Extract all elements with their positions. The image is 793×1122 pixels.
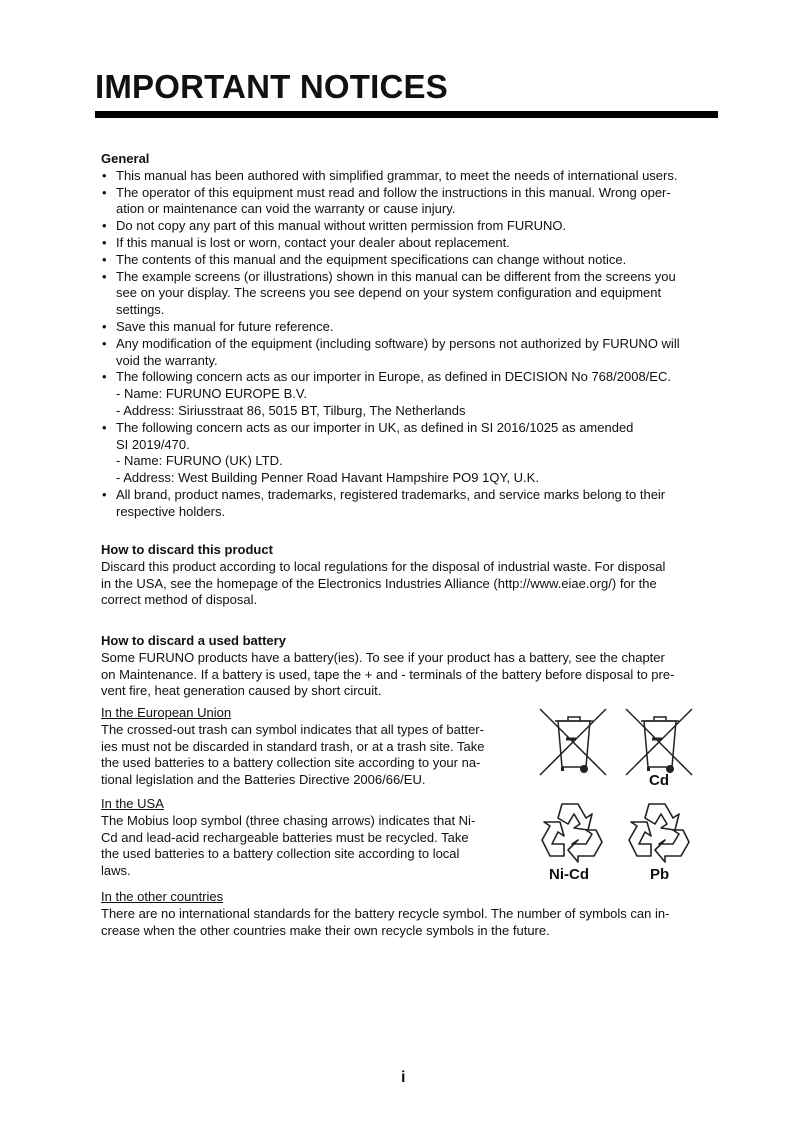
text-line: There are no international standards for the battery recycle symbol. The number of symbols can in- [101,905,670,921]
recycle-pb-icon [625,800,693,864]
list-item [101,235,680,252]
bullet-line: - Address: Siriusstraat 86, 5015 BT, Tilburg, The Netherlands [116,402,466,418]
page-title: IMPORTANT NOTICES [95,68,448,105]
bullet-line: • The following concern acts as our importer in Europe, as defined in DECISION No 768/2008/EC. [101,369,680,386]
list-item [101,336,680,370]
list-item [101,369,680,419]
other-countries-section [101,889,669,939]
general-section [101,151,680,521]
section-heading: How to discard a used battery [101,633,286,648]
eu-section [101,705,484,789]
text-line: vent fire, heat generation caused by short circuit. [101,683,382,699]
text-line: in the USA, see the homepage of the Electronics Industries Alliance (http://www.eiae.org/) for the [101,575,657,591]
text-line: tional legislation and the Batteries Directive 2006/66/EU. [101,772,426,788]
text-line: laws. [101,863,131,879]
bullet-line: ation or maintenance can void the warranty or cause injury. [116,201,456,217]
bullet-line: - Address: West Building Penner Road Havant Hampshire PO9 1QY, U.K. [116,470,539,486]
text-line: correct method of disposal. [101,592,258,608]
text-line: Cd and lead-acid rechargeable batteries must be recycled. Take [101,829,469,845]
bullet-line: • If this manual is lost or worn, contact your dealer about replacement. [101,235,680,252]
discard-battery-section [101,633,674,700]
section-heading: General [101,151,150,166]
text-line: The crossed-out trash can symbol indicates that all types of batter- [101,721,484,737]
list-item [101,185,680,219]
nicd-label: Ni-Cd [549,866,589,883]
list-item [101,252,680,269]
crossed-trash-can-icon [538,707,608,777]
bullet-list [101,168,680,521]
bullet-line: • The contents of this manual and the equipment specifications can change without notice. [101,252,680,269]
bullet-line: • The following concern acts as our importer in UK, as defined in SI 2016/1025 as amended [101,420,680,437]
bullet-line: SI 2019/470. [116,436,190,452]
crossed-trash-can-cd-icon [624,707,694,777]
bullet-line: • Any modification of the equipment (including software) by persons not authorized by FURUNO will [101,336,680,353]
bullet-line: • Do not copy any part of this manual without written permission from FURUNO. [101,218,680,235]
list-item [101,269,680,319]
section-heading: How to discard this product [101,542,273,557]
list-item [101,420,680,487]
bullet-line: • This manual has been authored with simplified grammar, to meet the needs of international users. [101,168,680,185]
page-number: i [401,1069,406,1086]
bullet-line: - Name: FURUNO EUROPE B.V. [116,386,307,402]
list-item [101,218,680,235]
bullet-line: - Name: FURUNO (UK) LTD. [116,453,283,469]
text-line: the used batteries to a battery collection site according to your na- [101,755,481,771]
bullet-line: respective holders. [116,503,226,519]
list-item [101,487,680,521]
bullet-line: settings. [116,302,165,318]
section-heading: In the European Union [101,705,232,720]
recycle-nicd-icon [538,800,606,864]
bullet-line: • The operator of this equipment must read and follow the instructions in this manual. Wrong oper- [101,185,680,202]
pb-label: Pb [650,866,670,883]
cd-label: Cd [649,772,669,789]
bullet-line: see on your display. The screens you see depend on your system configuration and equipment [116,285,662,301]
section-heading: In the USA [101,796,164,811]
text-line: The Mobius loop symbol (three chasing arrows) indicates that Ni- [101,812,476,828]
bullet-line: • All brand, product names, trademarks, registered trademarks, and service marks belong to their [101,487,680,504]
list-item [101,319,680,336]
usa-section [101,796,475,880]
bullet-line: • Save this manual for future reference. [101,319,680,336]
text-line: Some FURUNO products have a battery(ies). To see if your product has a battery, see the chapter [101,649,665,665]
text-line: the used batteries to a battery collection site according to local [101,846,460,862]
bullet-line: • The example screens (or illustrations) shown in this manual can be different from the screens you [101,269,680,286]
title-rule [95,111,718,118]
bullet-line: void the warranty. [116,352,218,368]
text-line: on Maintenance. If a battery is used, tape the + and - terminals of the battery before disposal to pre- [101,666,675,682]
text-line: crease when the other countries make their own recycle symbols in the future. [101,922,550,938]
discard-product-section [101,542,665,609]
text-line: Discard this product according to local regulations for the disposal of industrial waste. For disposal [101,558,666,574]
section-heading: In the other countries [101,889,224,904]
text-line: ies must not be discarded in standard trash, or at a trash site. Take [101,738,485,754]
list-item [101,168,680,185]
